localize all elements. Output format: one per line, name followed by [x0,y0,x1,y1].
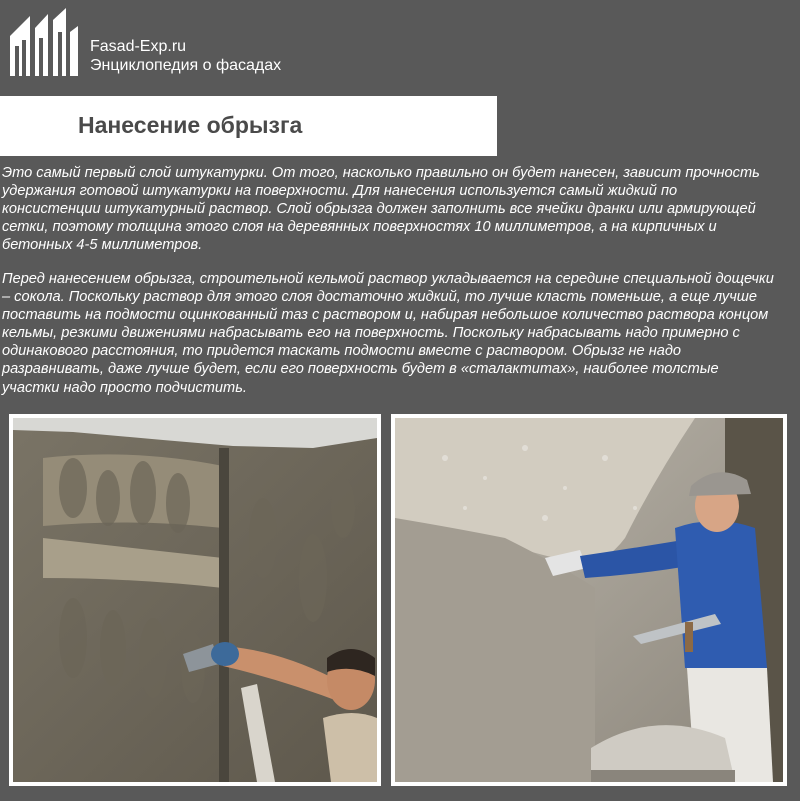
elderly-plasterer-photo [391,414,787,786]
worker-applying-plaster-photo [9,414,381,786]
building-columns-icon [8,6,80,78]
paragraph-application: Перед нанесением обрызга, строительной кельмой раствор укладывается на середине специальной дощечки – сокола. Поскольку раствор для этого слоя достаточно жидкий, то лучше класть поменьше, а еще лучше поставить на подмости оцинкованный таз с раствором и, набирая небольшое количество раствора концом кельмы, резкими движениями набрасывать его на поверхность. Поскольку набрасывать надо примерно с одинакового расстояния, то придется таскать подмости вместе с раствором. Обрызг не надо разравнивать, даже лучше будет, если его поверхность будет в «сталактитах», наиболее толстые участки надо просто подчистить. [2,271,774,396]
site-branding [90,38,281,75]
title-banner [0,96,497,156]
site-tagline: Энциклопедия о фасадах [90,57,282,74]
page-title: Нанесение обрызга [78,112,303,138]
site-name[interactable]: Fasad-Exp.ru [90,38,187,55]
paragraph-intro: Это самый первый слой штукатурки. От того, насколько правильно он будет нанесен, зависит прочность удержания готовой штукатурки на поверхности. Для нанесения используется самый жидкий по консистенции штукатурный раствор. Слой обрызга должен заполнить все ячейки дранки или армирующей сетки, поэтому толщина этого слоя на деревянных поверхностях 10 миллиметров, а на кирпичных и бетонных 4-5 миллиметров. [2,165,760,254]
